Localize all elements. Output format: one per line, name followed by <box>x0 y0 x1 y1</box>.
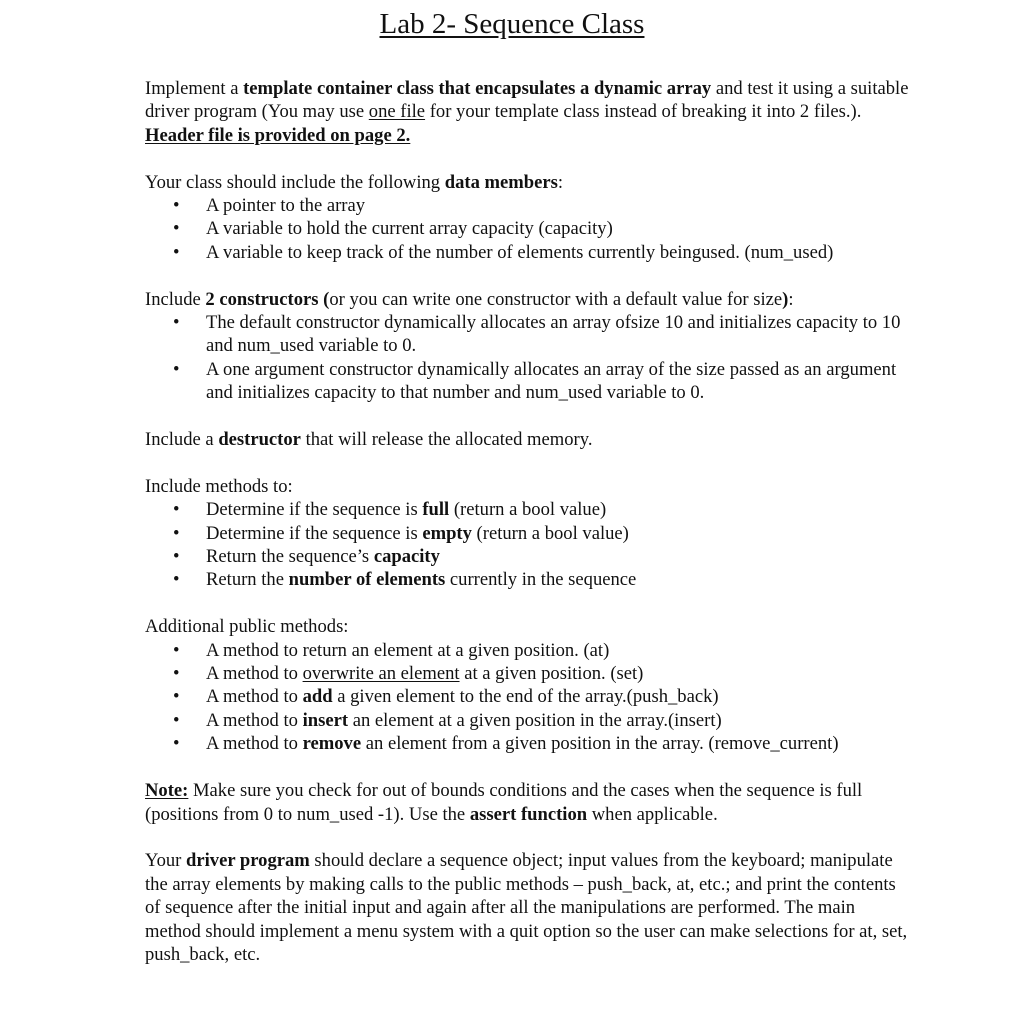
document-body <box>145 77 915 966</box>
intro-paragraph: Implement a template container class that encapsulates a dynamic array and test it using a suitable driver program (You may use one file for your template class instead of breaking it into 2 files.). Header file is provided on page 2. <box>145 78 909 146</box>
methods-heading: Include methods to: <box>145 475 293 497</box>
list-item: • A method to return an element at a given position. (at) <box>145 639 915 662</box>
list-item: • A method to overwrite an element at a given position. (set) <box>145 662 915 685</box>
constructors-list <box>145 311 915 405</box>
constructors-heading: Include 2 constructors (or you can write one constructor with a default value for size): <box>145 288 794 310</box>
list-item: • Return the number of elements currently in the sequence <box>145 568 915 591</box>
list-item: • A variable to keep track of the number of elements currently beingused. (num_used) <box>145 241 915 264</box>
note-label: Note: <box>145 780 189 802</box>
list-item: • A pointer to the array <box>145 194 915 217</box>
list-item: • A one argument constructor dynamically allocates an array of the size passed as an argument and initializes capacity to that number and num_used variable to 0. <box>145 358 915 405</box>
list-item: • A method to add a given element to the end of the array.(push_back) <box>145 685 915 708</box>
list-item: • Return the sequence’s capacity <box>145 545 915 568</box>
list-item: • A method to insert an element at a given position in the array.(insert) <box>145 709 915 732</box>
methods-list <box>145 498 915 592</box>
list-item: • A method to remove an element from a given position in the array. (remove_current) <box>145 732 915 755</box>
additional-methods-heading: Additional public methods: <box>145 616 349 638</box>
list-item: • Determine if the sequence is full (return a bool value) <box>145 498 915 521</box>
list-item: • The default constructor dynamically allocates an array ofsize 10 and initializes capacity to 10 and num_used variable to 0. <box>145 311 915 358</box>
list-item: • A variable to hold the current array capacity (capacity) <box>145 217 915 240</box>
driver-paragraph: Your driver program should declare a sequence object; input values from the keyboard; manipulate the array elements by making calls to the public methods – push_back, at, etc.; and print the contents of sequence after the initial input and again after all the manipulations are performed. The main method should implement a menu system with a quit option so the user can make selections for at, set, push_back, etc. <box>145 850 908 965</box>
note-paragraph: Note: Make sure you check for out of bounds conditions and the cases when the sequence is full (positions from 0 to num_used -1). Use the assert function when applicable. <box>145 780 863 825</box>
data-members-list <box>145 194 915 264</box>
destructor-paragraph: Include a destructor that will release the allocated memory. <box>145 429 593 451</box>
page-title: Lab 2- Sequence Class <box>379 8 645 40</box>
data-members-heading: Your class should include the following data members: <box>145 171 563 193</box>
additional-methods-list <box>145 639 915 756</box>
list-item: • Determine if the sequence is empty (return a bool value) <box>145 522 915 545</box>
